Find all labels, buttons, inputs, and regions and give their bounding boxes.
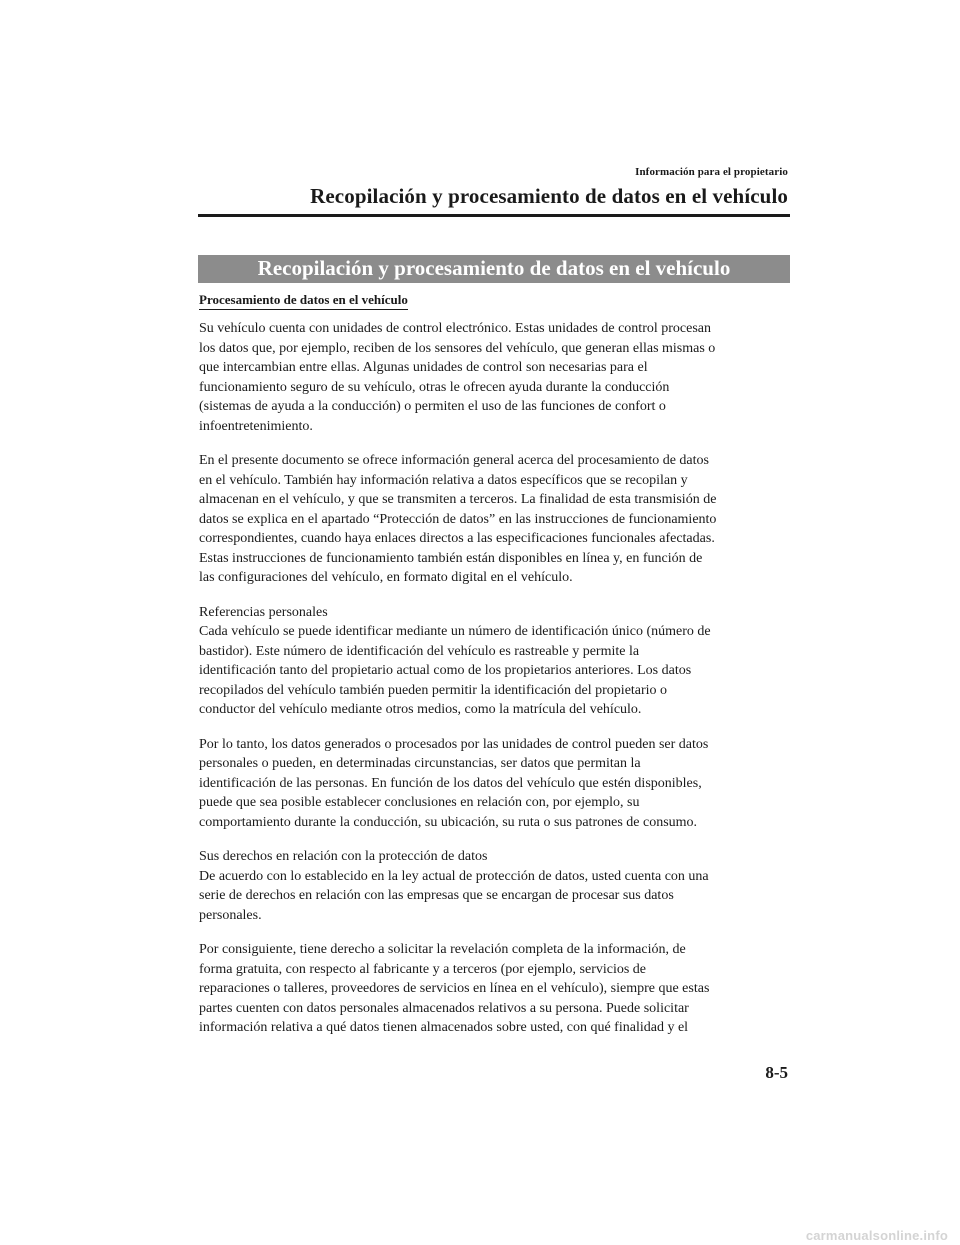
text-line: que intercambian entre ellas. Algunas unidades de control son necesarias para el — [199, 360, 648, 375]
text-line: recopilados del vehículo también pueden permitir la identificación del propietario o — [199, 682, 668, 698]
text-line: identificación tanto del propietario actual como de los propietarios anteriores. Los datos — [199, 663, 692, 678]
text-line: conductor del vehículo mediante otros medios, como la matrícula del vehículo. — [199, 702, 642, 717]
text-line: correspondientes, cuando haya enlaces directos a las especificaciones funcionales afectadas. — [199, 531, 715, 546]
paragraph — [199, 847, 793, 925]
text-line: Por lo tanto, los datos generados o procesados por las unidades de control pueden ser datos — [199, 736, 709, 752]
text-line: infoentretenimiento. — [199, 418, 313, 434]
text-line: puede que sea posible establecer conclusiones en relación con, por ejemplo, su — [199, 795, 640, 810]
text-line: Estas instrucciones de funcionamiento también están disponibles en línea y, en función de — [199, 550, 703, 566]
text-line: en el vehículo. También hay información relativa a datos específicos que se recopilan y — [199, 472, 688, 488]
paragraph — [199, 319, 793, 436]
text-line: serie de derechos en relación con las empresas que se encargan de procesar sus datos — [199, 888, 674, 903]
text-line: los datos que, por ejemplo, reciben de los sensores del vehículo, que generan ellas mismas o — [199, 340, 716, 356]
section-title-banner: Recopilación y procesamiento de datos en el vehículo — [198, 255, 790, 283]
text-line: Referencias personales — [199, 604, 328, 620]
text-line: En el presente documento se ofrece información general acerca del procesamiento de datos — [199, 453, 709, 468]
text-line: bastidor). Este número de identificación del vehículo es rastreable y permite la — [199, 643, 640, 659]
text-line: datos se explica en el apartado “Protección de datos” en las instrucciones de funcionamiento — [199, 511, 717, 527]
text-line: De acuerdo con lo establecido en la ley actual de protección de datos, usted cuenta con una — [199, 868, 709, 884]
page-number: 8-5 — [765, 1063, 788, 1082]
text-line: Cada vehículo se puede identificar mediante un número de identificación único (número de — [199, 624, 711, 639]
text-line: (sistemas de ayuda a la conducción) o permiten el uso de las funciones de confort o — [199, 399, 666, 414]
text-line: personales. — [199, 907, 262, 923]
text-line: reparaciones o talleres, proveedores de servicios en línea en el vehículo), siempre que estas — [199, 981, 710, 996]
text-line: funcionamiento seguro de su vehículo, otras le ofrecen ayuda durante la conducción — [199, 379, 670, 395]
text-line: forma gratuita, con respecto al fabricante y a terceros (por ejemplo, servicios de — [199, 961, 647, 977]
paragraph — [199, 940, 793, 1038]
text-line: Su vehículo cuenta con unidades de control electrónico. Estas unidades de control procesan — [199, 321, 711, 336]
text-line: identificación de las personas. En función de los datos del vehículo que estén disponibles, — [199, 775, 702, 791]
header-divider — [198, 214, 790, 217]
text-line: personales o pueden, en determinadas circunstancias, ser datos que permitan la — [199, 756, 641, 771]
watermark-text: carmanualsonline.info — [805, 1228, 948, 1243]
running-header-kicker: Información para el propietario — [635, 166, 788, 178]
text-line: almacenan en el vehículo, y que se transmiten a terceros. La finalidad de esta transmisión de — [199, 492, 717, 507]
paragraph — [199, 603, 793, 720]
section-subheading: Procesamiento de datos en el vehículo — [199, 292, 408, 310]
text-line: comportamiento durante la conducción, su ubicación, su ruta o sus patrones de consumo. — [199, 814, 698, 830]
text-line: partes cuenten con datos personales almacenados relativos a su persona. Puede solicitar — [199, 1000, 689, 1016]
paragraph — [199, 451, 793, 588]
text-line: información relativa a qué datos tienen almacenados sobre usted, con qué finalidad y el — [199, 1020, 689, 1035]
body-text — [199, 319, 793, 1053]
text-line: Por consiguiente, tiene derecho a solicitar la revelación completa de la información, de — [199, 942, 686, 957]
running-header-title: Recopilación y procesamiento de datos en el vehículo — [310, 184, 788, 208]
text-line: las configuraciones del vehículo, en formato digital en el vehículo. — [199, 570, 573, 585]
paragraph — [199, 735, 793, 833]
text-line: Sus derechos en relación con la protección de datos — [199, 849, 488, 864]
